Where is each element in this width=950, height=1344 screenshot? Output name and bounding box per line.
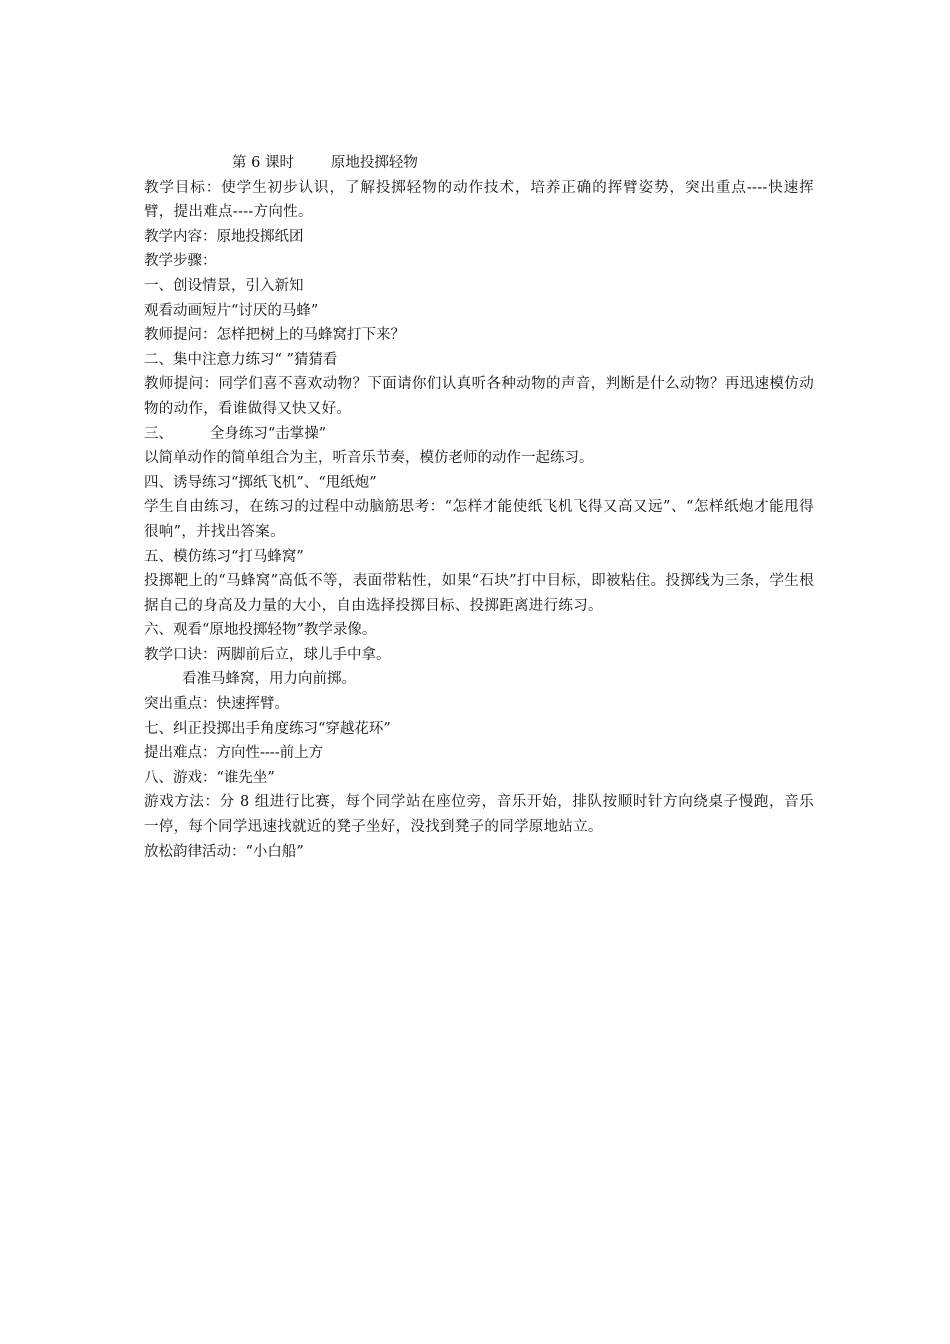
game-method: 游戏方法：分 8 组进行比赛，每个同学站在座位旁，音乐开始，排队按顺时针方向绕桌子慢跑，音乐一停，每个同学迅速找就近的凳子坐好，没找到凳子的同学原地站立。 <box>144 794 814 836</box>
difficulty-point: 提出难点：方向性----前上方 <box>144 745 324 762</box>
lesson-title: 第 6 课时 原地投掷轻物 <box>232 155 418 171</box>
step-2-heading: 二、集中注意力练习“ ”猜猜看 <box>144 351 338 368</box>
teaching-objective: 教学目标：使学生初步认识，了解投掷轻物的动作技术，培养正确的挥臂姿势，突出重点----快速挥臂，提出难点----方向性。 <box>144 179 814 221</box>
teaching-formula-line-2: 看准马蜂窝，用力向前掷。 <box>182 671 356 688</box>
step-5-text: 投掷靶上的“马蜂窝”高低不等，表面带粘性，如果“石块”打中目标，即被粘住。投掷线为三条，学生根据自己的身高及力量的大小，自由选择投掷目标、投掷距离进行练习。 <box>144 573 814 614</box>
key-point: 突出重点：快速挥臂。 <box>144 696 289 713</box>
step-1-heading: 一、创设情景，引入新知 <box>144 277 304 294</box>
step-1-line-2: 教师提问：怎样把树上的马蜂窝打下来？ <box>144 327 405 344</box>
step-4-text: 学生自由练习，在练习的过程中动脑筋思考：“怎样才能使纸飞机飞得又高又远”、“怎样纸炮才能甩得很响”，并找出答案。 <box>144 499 814 540</box>
step-2-text: 教师提问：同学们喜不喜欢动物？下面请你们认真听各种动物的声音，判断是什么动物？再迅速模仿动物的动作，看谁做得又快又好。 <box>144 376 814 417</box>
step-4-heading: 四、诱导练习“掷纸飞机”、“甩纸炮” <box>144 474 377 491</box>
teaching-content: 教学内容：原地投掷纸团 <box>144 228 304 245</box>
step-8-heading: 八、游戏：“谁先坐” <box>144 769 275 786</box>
teaching-steps-label: 教学步骤： <box>144 253 217 270</box>
step-5-heading: 五、模仿练习“打马蜂窝” <box>144 548 304 565</box>
step-7-heading: 七、纠正投掷出手角度练习“穿越花环” <box>144 720 391 737</box>
teaching-formula-line-1: 教学口诀：两脚前后立，球儿手中拿。 <box>144 646 391 663</box>
lesson-plan-body <box>144 151 814 864</box>
step-1-line-1: 观看动画短片“讨厌的马蜂” <box>144 302 319 319</box>
step-3-text: 以简单动作的简单组合为主，听音乐节奏，模仿老师的动作一起练习。 <box>144 450 594 467</box>
step-3-heading: 三、 全身练习“击掌操” <box>144 425 327 442</box>
step-6-heading: 六、观看“原地投掷轻物”教学录像。 <box>144 622 377 639</box>
relaxation-activity: 放松韵律活动：“小白船” <box>144 843 304 860</box>
